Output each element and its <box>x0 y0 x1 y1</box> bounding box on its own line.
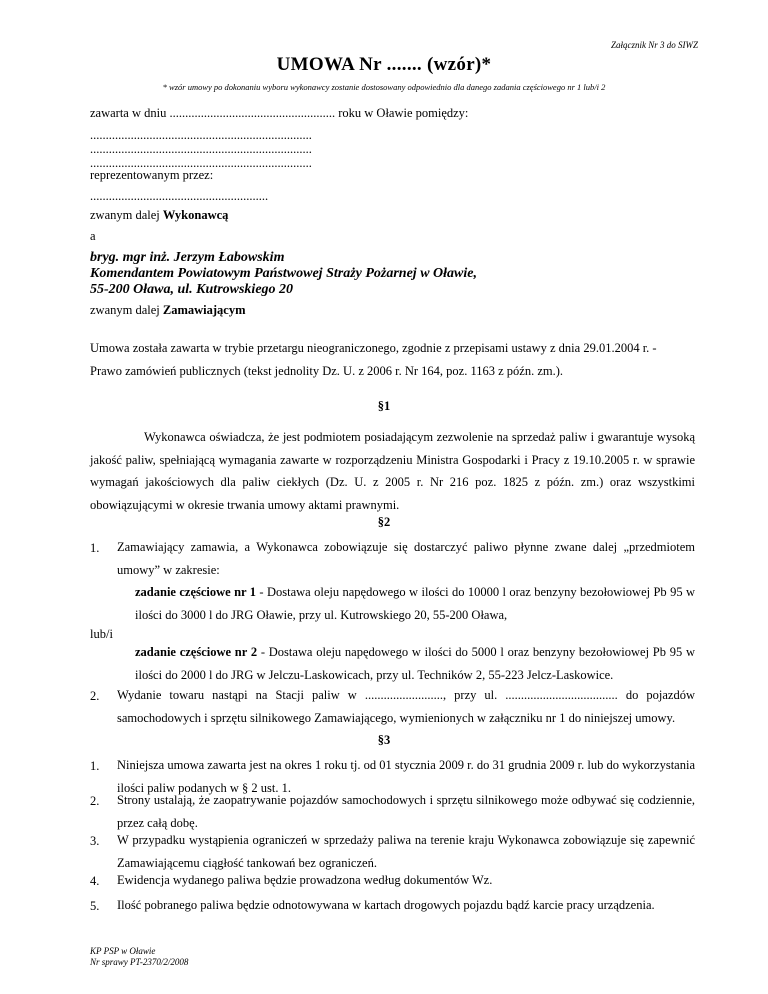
section-3-item-2: Strony ustalają, że zaopatrywanie pojazdów samochodowych i sprzętu silnikowego może odbywać się codziennie, przez całą dobę. <box>117 793 695 830</box>
placeholder-dots: ....................................................................... <box>90 142 312 156</box>
contractor-line <box>90 208 228 223</box>
section-3-item-5: Ilość pobranego paliwa będzie odnotowywana w kartach drogowych pojazdu bądź karcie pracy urządzenia. <box>117 898 655 912</box>
task-1-label: zadanie częściowe nr 1 <box>135 585 257 599</box>
client-line <box>90 303 246 318</box>
placeholder-dots: ....................................................................... <box>90 156 312 170</box>
item-number: 1. <box>90 759 100 773</box>
boss-address: 55-200 Oława, ul. Kutrowskiego 20 <box>90 282 294 297</box>
task-2 <box>135 641 695 686</box>
section-3-item-4: Ewidencja wydanego paliwa będzie prowadzona według dokumentów Wz. <box>117 873 493 887</box>
section-2-heading: §2 <box>377 515 391 529</box>
concluded-line: zawarta w dniu ..................................................... roku w Oławie pomiędzy: <box>90 106 469 120</box>
section-3-item-1: Niniejsza umowa zawarta jest na okres 1 roku tj. od 01 stycznia 2009 r. do 31 grudnia 2009 r. lub do wykorzystania ilości paliw podanych w § 2 ust. 1. <box>117 758 695 795</box>
section-2-item-1: Zamawiający zamawia, a Wykonawca zobowiązuje się dostarczyć paliwo płynne zwane dalej „przedmiotem umowy” w zakresie: <box>117 540 695 577</box>
task-2-text: - Dostawa oleju napędowego w ilości do 5000 l oraz benzyny bezołowiowej Pb 95 w ilości do 2000 l do JRG w Jelczu-Laskowicach, przy ul. Techników 2, 55-223 Jelcz-Laskowice. <box>135 645 695 682</box>
called-prefix: zwanym dalej <box>90 303 163 317</box>
section-2-item-2: Wydanie towaru nastąpi na Stacji paliw w ........................., przy ul. .................................... do pojazdów samochodowych i sprzętu silnikowego Zamawiającego, wymienionych w załączniku nr 1 do niniejszej umowy. <box>117 688 695 725</box>
item-number: 2. <box>90 794 100 808</box>
section-1-text: Wykonawca oświadcza, że jest podmiotem posiadającym zezwolenie na sprzedaż paliw i gwarantuje wysoką jakość paliw, spełniającą wymagania zawarte w rozporządzeniu Ministra Gospodarki i Pracy z 19.10.2005 r. w sprawie wymagań jakościowych dla paliw ciekłych (Dz. U. z 2005 r. Nr 216 poz. 1825 z późn. zm.) oraz wszystkimi obowiązującymi w okresie trwania umowy aktami prawnymi. <box>90 430 695 512</box>
task-1-text: - Dostawa oleju napędowego w ilości do 10000 l oraz benzyny bezołowiowej Pb 95 w ilości do 3000 l do JRG Oławie, przy ul. Kutrowskiego 20, 55-200 Oława, <box>135 585 695 622</box>
footer-case-number: Nr sprawy PT-2370/2/2008 <box>90 957 189 967</box>
item-number: 4. <box>90 874 100 888</box>
footer <box>90 946 188 968</box>
item-number: 5. <box>90 899 100 913</box>
task-1 <box>135 581 695 626</box>
boss-name: bryg. mgr inż. Jerzym Łabowskim <box>90 250 285 265</box>
annex-label: Załącznik Nr 3 do SIWZ <box>610 40 698 50</box>
called-prefix: zwanym dalej <box>90 208 163 222</box>
boss-title: Komendantem Powiatowym Państwowej Straży Pożarnej w Oławie, <box>90 266 477 281</box>
placeholder-dots: ......................................................... <box>90 189 269 203</box>
intro-line-1: Umowa została zawarta w trybie przetargu nieograniczonego, zgodnie z przepisami ustawy z dnia 29.01.2004 r. - <box>90 341 657 355</box>
section-3-item-3: W przypadku wystąpienia ograniczeń w sprzedaży paliwa na terenie kraju Wykonawca zobowiązuje się zapewnić Zamawiającemu ciągłość tankowań bez ograniczeń. <box>117 833 695 870</box>
footer-office: KP PSP w Oławie <box>90 946 156 956</box>
placeholder-dots: ....................................................................... <box>90 128 312 142</box>
document-title: UMOWA Nr ....... (wzór)* <box>276 54 492 75</box>
and-word: a <box>90 229 96 243</box>
or-word: lub/i <box>90 627 113 641</box>
client-name: Zamawiającym <box>162 303 246 317</box>
section-1-heading: §1 <box>377 399 391 413</box>
item-number: 3. <box>90 834 100 848</box>
task-2-label: zadanie częściowe nr 2 <box>135 645 258 659</box>
represented-label: reprezentowanym przez: <box>90 168 214 182</box>
intro-line-2: Prawo zamówień publicznych (tekst jednolity Dz. U. z 2006 r. Nr 164, poz. 1163 z późn. zm.). <box>90 364 564 378</box>
title-footnote: * wzór umowy po dokonaniu wyboru wykonawcy zostanie dostosowany odpowiednio dla danego zadania częściowego nr 1 lub/i 2 <box>162 82 606 92</box>
item-number: 1. <box>90 541 100 555</box>
item-number: 2. <box>90 689 100 703</box>
contractor-name: Wykonawcą <box>162 208 229 222</box>
section-3-heading: §3 <box>377 733 391 747</box>
